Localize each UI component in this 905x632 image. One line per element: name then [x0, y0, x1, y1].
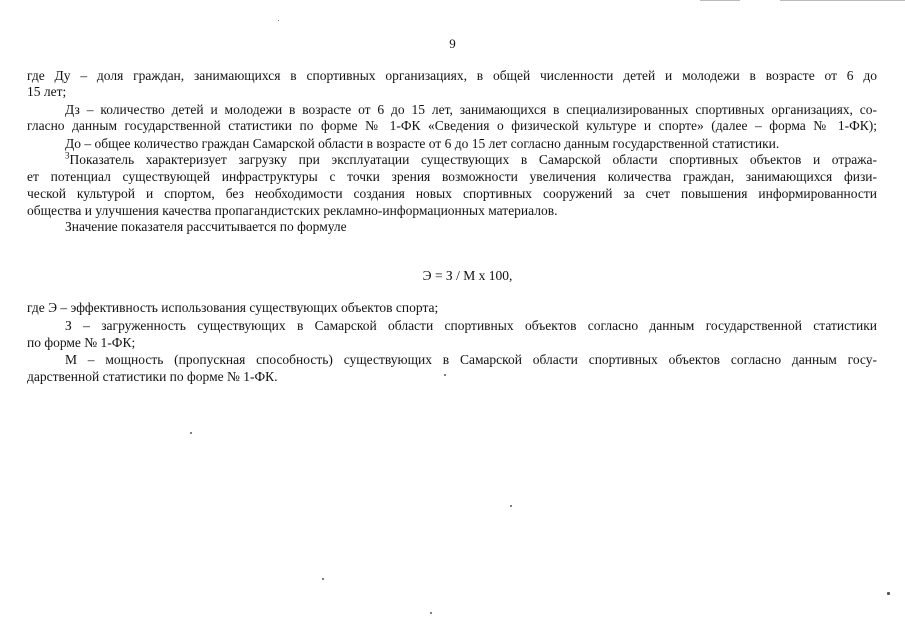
text-line-3: Дз – количество детей и молодежи в возрасте от 6 до 15 лет, занимающихся в специализированных спортивных организациях, со- — [65, 102, 877, 117]
text-line-6 — [65, 152, 877, 168]
text-line-5: До – общее количество граждан Самарской области в возрасте от 6 до 15 лет согласно данным государственной статистики. — [65, 136, 780, 151]
text-line-14: М – мощность (пропускная способность) существующих в Самарской области спортивных объектов согласно данным госу- — [65, 352, 877, 367]
text-line-7: ет потенциал существующей инфраструктуры с точки зрения возможности увеличения количества граждан, занимающихся физи- — [27, 169, 877, 184]
text-line-12: З – загруженность существующих в Самарской области спортивных объектов согласно данным государственной статистики — [65, 318, 877, 333]
text-line-6-body: Показатель характеризует загрузку при эксплуатации существующих в Самарской области спортивных объектов и отража- — [69, 152, 877, 167]
scan-speck — [190, 432, 192, 434]
scan-speck — [430, 612, 432, 614]
scan-speck — [444, 374, 446, 376]
formula: Э = З / М х 100, — [422, 268, 513, 283]
scan-speck — [278, 20, 279, 21]
top-edge-mark-2 — [780, 0, 905, 1]
text-line-9: общества и улучшения качества пропагандистских рекламно-информационных материалов. — [27, 203, 558, 218]
text-line-15: дарственной статистики по форме № 1-ФК. — [27, 369, 278, 384]
text-line-4: гласно данным государственной статистики по форме № 1-ФК «Сведения о физической культуре и спорте» (далее – форма № 1-ФК); — [27, 118, 877, 133]
scan-speck — [887, 592, 890, 595]
scan-speck — [322, 578, 324, 580]
text-line-2: 15 лет; — [27, 84, 67, 99]
footnote-marker: 3 — [65, 150, 70, 161]
text-line-13: по форме № 1-ФК; — [27, 335, 136, 350]
top-edge-mark-1 — [700, 0, 740, 1]
text-line-1: где Ду – доля граждан, занимающихся в спортивных организациях, в общей численности детей и молодежи в возрасте от 6 до — [27, 68, 877, 83]
page-number: 9 — [449, 36, 456, 51]
text-line-8: ческой культурой и спортом, без необходимости создания новых спортивных сооружений за счет повышения информированности — [27, 186, 877, 201]
scan-speck — [510, 505, 512, 507]
text-line-10: Значение показателя рассчитывается по формуле — [65, 219, 347, 234]
text-line-11: где Э – эффективность использования существующих объектов спорта; — [27, 300, 439, 315]
